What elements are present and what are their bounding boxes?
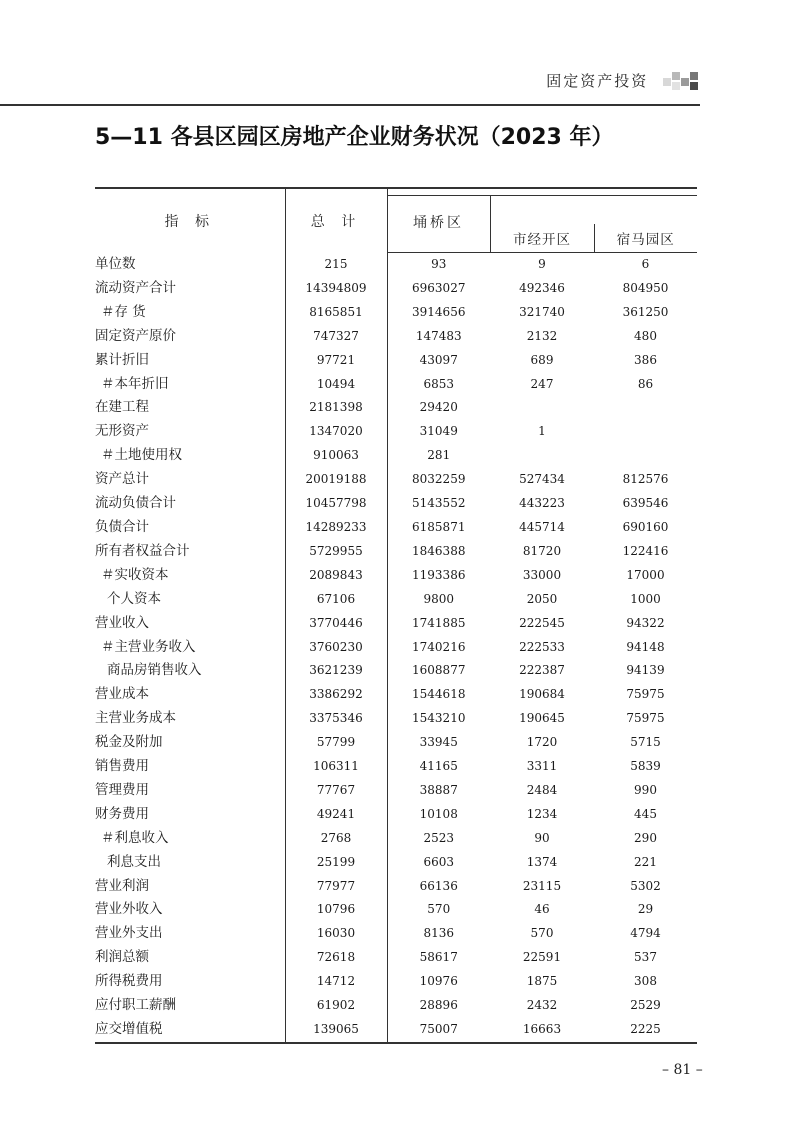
table-row bbox=[95, 683, 697, 707]
cell-value: 1720 bbox=[526, 735, 558, 750]
table-row bbox=[95, 420, 697, 444]
row-label: 负债合计 bbox=[95, 516, 285, 540]
cell-value bbox=[490, 444, 594, 468]
row-label: ＃本年折旧 bbox=[95, 373, 285, 397]
row-label: ＃存 货 bbox=[95, 301, 285, 325]
cell-value: 290 bbox=[634, 830, 657, 845]
cell-value: 321740 bbox=[519, 304, 565, 319]
row-label: 流动资产合计 bbox=[95, 277, 285, 301]
cell-value: 1740216 bbox=[412, 639, 466, 654]
cell-total: 3386292 bbox=[285, 683, 387, 707]
cell-value: 2432 bbox=[526, 998, 558, 1013]
table-row bbox=[95, 396, 697, 420]
header-rule bbox=[0, 104, 700, 106]
table-row bbox=[95, 444, 697, 468]
row-label: 无形资产 bbox=[95, 420, 285, 444]
table-row bbox=[95, 588, 697, 612]
table-row bbox=[95, 946, 697, 970]
header-sub-b: 宿马园区 bbox=[594, 224, 697, 253]
cell-total: 747327 bbox=[285, 325, 387, 349]
row-label: 在建工程 bbox=[95, 396, 285, 420]
table-row bbox=[95, 564, 697, 588]
cell-value: 94139 bbox=[626, 663, 665, 678]
table-row bbox=[95, 922, 697, 946]
table-row bbox=[95, 516, 697, 540]
cell-total: 25199 bbox=[285, 851, 387, 875]
cell-value: 3311 bbox=[526, 759, 558, 774]
cell-total: 49241 bbox=[285, 803, 387, 827]
table-row bbox=[95, 349, 697, 373]
row-label: 应交增值税 bbox=[95, 1018, 285, 1043]
cell-value: 1544618 bbox=[412, 687, 466, 702]
cell-value: 1875 bbox=[526, 974, 558, 989]
cell-value: 8136 bbox=[423, 926, 455, 941]
table-row bbox=[95, 373, 697, 397]
table-row bbox=[95, 277, 697, 301]
row-label: 销售费用 bbox=[95, 755, 285, 779]
header-indicator: 指 标 bbox=[95, 189, 285, 253]
table-row bbox=[95, 875, 697, 899]
cell-value: 689 bbox=[530, 352, 554, 367]
cell-value: 527434 bbox=[519, 472, 565, 487]
cell-value: 5302 bbox=[630, 878, 661, 893]
row-label: 固定资产原价 bbox=[95, 325, 285, 349]
cell-value: 46 bbox=[534, 902, 550, 917]
header-region: 埇桥区 bbox=[387, 196, 490, 253]
table-row bbox=[95, 803, 697, 827]
row-label: 营业利润 bbox=[95, 875, 285, 899]
running-head bbox=[546, 70, 701, 92]
cell-value bbox=[594, 444, 697, 468]
cell-value: 33945 bbox=[419, 735, 458, 750]
cell-value: 1 bbox=[538, 424, 546, 439]
cell-value: 1543210 bbox=[412, 711, 466, 726]
cell-value: 281 bbox=[427, 448, 451, 463]
cell-value: 43097 bbox=[419, 352, 458, 367]
checker-decoration-icon bbox=[663, 72, 701, 92]
cell-value: 2050 bbox=[526, 591, 558, 606]
cell-value: 1608877 bbox=[412, 663, 466, 678]
row-label: 营业收入 bbox=[95, 612, 285, 636]
cell-value: 4794 bbox=[630, 926, 661, 941]
cell-total: 77977 bbox=[285, 875, 387, 899]
cell-value: 10108 bbox=[419, 806, 458, 821]
cell-value: 28896 bbox=[419, 998, 458, 1013]
cell-value: 41165 bbox=[419, 759, 458, 774]
table-row bbox=[95, 612, 697, 636]
row-label: 流动负债合计 bbox=[95, 492, 285, 516]
header-total: 总 计 bbox=[285, 189, 387, 253]
cell-value: 804950 bbox=[622, 280, 669, 295]
table-row bbox=[95, 827, 697, 851]
cell-value: 90 bbox=[534, 830, 550, 845]
cell-total: 14712 bbox=[285, 970, 387, 994]
cell-value: 445 bbox=[634, 806, 657, 821]
cell-value: 1741885 bbox=[412, 615, 466, 630]
row-label: 营业外收入 bbox=[95, 898, 285, 922]
cell-total: 2089843 bbox=[285, 564, 387, 588]
cell-value: 2484 bbox=[526, 782, 558, 797]
cell-total: 3760230 bbox=[285, 636, 387, 660]
cell-value: 38887 bbox=[419, 782, 458, 797]
row-label: 个人资本 bbox=[95, 588, 285, 612]
cell-value: 6 bbox=[641, 257, 650, 271]
cell-value: 1000 bbox=[630, 591, 661, 606]
cell-value: 5143552 bbox=[412, 496, 466, 511]
cell-value: 122416 bbox=[622, 543, 669, 558]
cell-value: 812576 bbox=[622, 472, 669, 487]
cell-value: 221 bbox=[634, 854, 657, 869]
page-title: 5—11 各县区园区房地产企业财务状况（2023 年） bbox=[95, 125, 614, 150]
financial-status-table bbox=[95, 187, 697, 1044]
cell-value: 6963027 bbox=[412, 280, 466, 295]
cell-value: 31049 bbox=[419, 424, 458, 439]
cell-total: 106311 bbox=[285, 755, 387, 779]
cell-value bbox=[594, 396, 697, 420]
cell-value: 990 bbox=[634, 782, 657, 797]
cell-total: 3375346 bbox=[285, 707, 387, 731]
cell-value: 86 bbox=[637, 376, 654, 391]
cell-value: 2529 bbox=[630, 998, 661, 1013]
cell-total: 910063 bbox=[285, 444, 387, 468]
cell-total: 215 bbox=[285, 253, 387, 277]
table-body bbox=[95, 253, 697, 1043]
cell-total: 14289233 bbox=[285, 516, 387, 540]
cell-total: 67106 bbox=[285, 588, 387, 612]
cell-value: 17000 bbox=[626, 567, 665, 582]
cell-value: 480 bbox=[634, 328, 657, 343]
cell-total: 20019188 bbox=[285, 468, 387, 492]
table-row bbox=[95, 253, 697, 277]
row-label: 管理费用 bbox=[95, 779, 285, 803]
cell-value: 222387 bbox=[519, 663, 565, 678]
cell-value: 222545 bbox=[519, 615, 565, 630]
cell-value: 23115 bbox=[522, 878, 562, 893]
cell-value: 75975 bbox=[626, 687, 665, 702]
table-row bbox=[95, 325, 697, 349]
cell-total: 72618 bbox=[285, 946, 387, 970]
cell-value: 66136 bbox=[419, 878, 458, 893]
cell-value: 10976 bbox=[419, 974, 458, 989]
cell-value: 6603 bbox=[423, 854, 455, 869]
table-row bbox=[95, 468, 697, 492]
cell-value: 75007 bbox=[387, 1018, 490, 1043]
table-row bbox=[95, 779, 697, 803]
cell-value: 6853 bbox=[423, 376, 455, 391]
row-label: 营业外支出 bbox=[95, 922, 285, 946]
cell-value: 222533 bbox=[519, 639, 565, 654]
cell-value: 33000 bbox=[522, 567, 562, 582]
row-label: 累计折旧 bbox=[95, 349, 285, 373]
row-label: 单位数 bbox=[95, 253, 285, 277]
cell-value: 94148 bbox=[626, 639, 665, 654]
cell-value: 570 bbox=[530, 926, 554, 941]
cell-total: 3621239 bbox=[285, 659, 387, 683]
cell-total: 14394809 bbox=[285, 277, 387, 301]
cell-value: 3914656 bbox=[412, 304, 466, 319]
cell-value: 22591 bbox=[522, 950, 562, 965]
row-label: 商品房销售收入 bbox=[95, 659, 285, 683]
cell-value: 690160 bbox=[622, 519, 669, 534]
cell-total: 8165851 bbox=[285, 301, 387, 325]
cell-value: 639546 bbox=[622, 496, 669, 511]
row-label: ＃实收资本 bbox=[95, 564, 285, 588]
cell-total: 2768 bbox=[285, 827, 387, 851]
header-sub-a: 市经开区 bbox=[490, 224, 594, 253]
cell-total: 57799 bbox=[285, 731, 387, 755]
row-label: 主营业务成本 bbox=[95, 707, 285, 731]
cell-value: 16663 bbox=[490, 1018, 594, 1043]
cell-value: 445714 bbox=[519, 519, 565, 534]
table-row bbox=[95, 301, 697, 325]
row-label: ＃利息收入 bbox=[95, 827, 285, 851]
row-label: 财务费用 bbox=[95, 803, 285, 827]
cell-total: 10796 bbox=[285, 898, 387, 922]
cell-value: 94322 bbox=[626, 615, 665, 630]
cell-value: 247 bbox=[530, 376, 554, 391]
cell-value: 29420 bbox=[419, 400, 458, 415]
table-row bbox=[95, 540, 697, 564]
table-row bbox=[95, 659, 697, 683]
cell-value: 2225 bbox=[594, 1018, 697, 1043]
cell-total: 10494 bbox=[285, 373, 387, 397]
cell-value: 570 bbox=[427, 902, 451, 917]
cell-value: 5715 bbox=[630, 735, 661, 750]
row-label: 税金及附加 bbox=[95, 731, 285, 755]
cell-value: 386 bbox=[634, 352, 657, 367]
cell-value: 8032259 bbox=[412, 472, 466, 487]
cell-total: 10457798 bbox=[285, 492, 387, 516]
row-label: ＃土地使用权 bbox=[95, 444, 285, 468]
cell-value: 190684 bbox=[519, 687, 565, 702]
row-label: ＃主营业务收入 bbox=[95, 636, 285, 660]
cell-total: 5729955 bbox=[285, 540, 387, 564]
row-label: 营业成本 bbox=[95, 683, 285, 707]
cell-value: 81720 bbox=[522, 543, 562, 558]
cell-total: 139065 bbox=[285, 1018, 387, 1043]
cell-value: 443223 bbox=[519, 496, 565, 511]
cell-value: 58617 bbox=[419, 950, 458, 965]
row-label: 利润总额 bbox=[95, 946, 285, 970]
cell-value: 1193386 bbox=[412, 567, 466, 582]
table-row bbox=[95, 755, 697, 779]
cell-value bbox=[490, 396, 594, 420]
cell-value: 2132 bbox=[526, 328, 558, 343]
row-label: 利息支出 bbox=[95, 851, 285, 875]
row-label: 所得税费用 bbox=[95, 970, 285, 994]
row-label: 资产总计 bbox=[95, 468, 285, 492]
cell-value: 2523 bbox=[423, 830, 455, 845]
cell-value: 308 bbox=[634, 974, 657, 989]
table-row bbox=[95, 994, 697, 1018]
cell-value: 492346 bbox=[519, 280, 565, 295]
cell-value: 361250 bbox=[622, 304, 669, 319]
cell-value: 9 bbox=[538, 257, 546, 271]
table-row bbox=[95, 1018, 697, 1043]
row-label: 所有者权益合计 bbox=[95, 540, 285, 564]
cell-total: 97721 bbox=[285, 349, 387, 373]
cell-total: 1347020 bbox=[285, 420, 387, 444]
cell-value: 1234 bbox=[526, 806, 558, 821]
cell-value: 6185871 bbox=[412, 519, 466, 534]
cell-value: 93 bbox=[431, 257, 447, 271]
table-row bbox=[95, 851, 697, 875]
cell-value: 147483 bbox=[415, 328, 462, 343]
table-row bbox=[95, 707, 697, 731]
cell-value: 1846388 bbox=[412, 543, 466, 558]
table-row bbox=[95, 492, 697, 516]
table-row bbox=[95, 731, 697, 755]
cell-value: 5839 bbox=[630, 759, 661, 774]
table-row bbox=[95, 636, 697, 660]
cell-value: 537 bbox=[634, 950, 657, 965]
cell-total: 16030 bbox=[285, 922, 387, 946]
cell-value: 190645 bbox=[519, 711, 565, 726]
cell-total: 77767 bbox=[285, 779, 387, 803]
cell-total: 3770446 bbox=[285, 612, 387, 636]
cell-value: 9800 bbox=[423, 591, 455, 606]
row-label: 应付职工薪酬 bbox=[95, 994, 285, 1018]
cell-total: 61902 bbox=[285, 994, 387, 1018]
cell-value: 75975 bbox=[626, 711, 665, 726]
cell-value: 29 bbox=[637, 902, 654, 917]
cell-value bbox=[594, 420, 697, 444]
running-head-text: 固定资产投资 bbox=[546, 72, 649, 90]
table-row bbox=[95, 898, 697, 922]
page-number: – 81 – bbox=[662, 1062, 703, 1078]
cell-value: 1374 bbox=[526, 854, 558, 869]
table-row bbox=[95, 970, 697, 994]
cell-total: 2181398 bbox=[285, 396, 387, 420]
